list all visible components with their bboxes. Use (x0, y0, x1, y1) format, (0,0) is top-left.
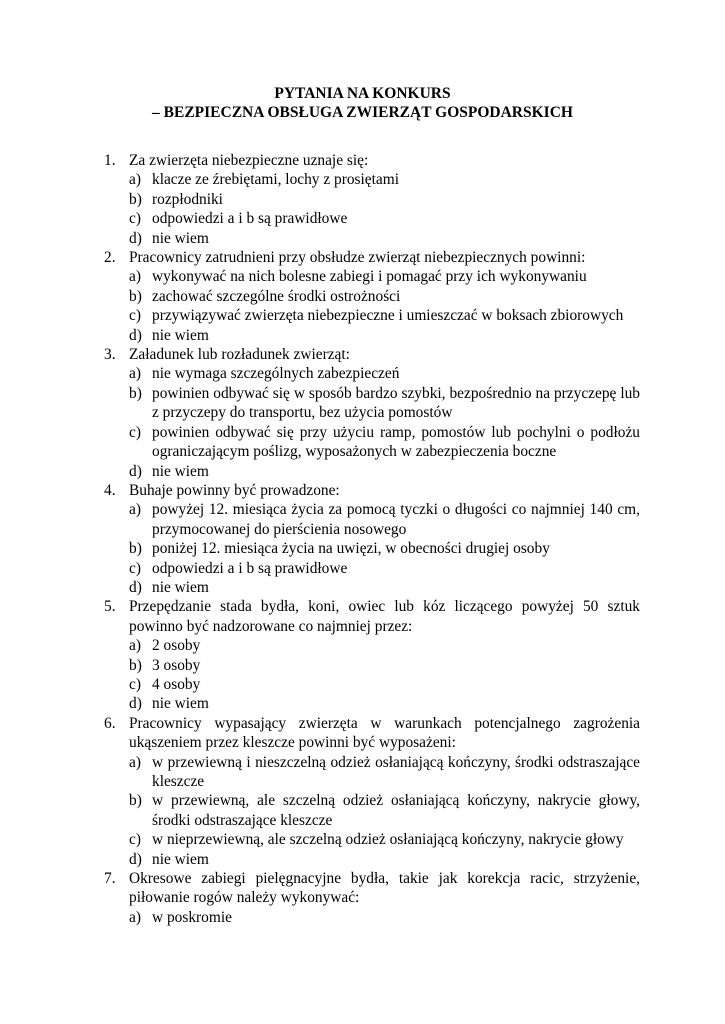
answer-option-text: nie wiem (152, 326, 209, 344)
answer-option-letter: a) (129, 908, 141, 926)
answer-option (0, 753, 725, 792)
answer-option-text: rozpłodniki (152, 190, 223, 208)
answer-option-letter: a) (129, 365, 141, 383)
answer-option (0, 462, 725, 481)
answer-option (0, 656, 725, 675)
answer-option-text: odpowiedzi a i b są prawidłowe (152, 210, 348, 228)
answer-option (0, 287, 725, 306)
answer-option (0, 791, 725, 830)
answer-option-text: powinien odbywać się przy użyciu ramp, pomostów lub pochylni o podłożu ograniczającym poślizg, wyposażonych w zabezpieczenia boczne (152, 423, 640, 461)
answer-option-text: poniżej 12. miesiąca życia na uwięzi, w obecności drugiej osoby (152, 540, 550, 558)
document-subtitle: – BEZPIECZNA OBSŁUGA ZWIERZĄT GOSPODARSKICH (152, 104, 573, 121)
answer-option (0, 384, 725, 423)
answer-option-text: w nieprzewiewną, ale szczelną odzież osłaniającą kończyny, nakrycie głowy (152, 831, 624, 849)
answer-option (0, 908, 725, 927)
answer-option-text: nie wiem (152, 462, 209, 480)
answer-option-text: nie wiem (152, 695, 209, 713)
answer-option (0, 694, 725, 713)
answer-option-letter: d) (129, 462, 142, 480)
answer-option (0, 364, 725, 383)
answer-option-letter: c) (129, 307, 141, 325)
answer-option-text: 4 osoby (152, 675, 201, 693)
question-text: Załadunek lub rozładunek zwierząt: (129, 346, 350, 364)
answer-option (0, 209, 725, 228)
answer-option-text: powyżej 12. miesiąca życia za pomocą tyczki o długości co najmniej 140 cm, przymocowanej do pierścienia nosowego (152, 501, 640, 538)
question-number: 3. (104, 346, 116, 364)
answer-option-letter: a) (129, 753, 141, 771)
answer-option-letter: d) (129, 326, 142, 344)
question-number: 7. (104, 870, 116, 888)
answer-option-letter: b) (129, 287, 142, 305)
question-text: Buhaje powinny być prowadzone: (129, 481, 340, 499)
answer-option-text: nie wiem (152, 850, 209, 868)
question-text: Pracownicy wypasający zwierzęta w warunkach potencjalnego zagrożenia ukąszeniem przez kleszcze powinni być wyposażeni: (129, 714, 640, 752)
answer-option-text: odpowiedzi a i b są prawidłowe (152, 559, 348, 577)
answer-option (0, 190, 725, 209)
answer-option (0, 539, 725, 558)
answer-option (0, 578, 725, 597)
answer-option-letter: b) (129, 792, 142, 810)
question-text: Przepędzanie stada bydła, koni, owiec lub kóz liczącego powyżej 50 sztuk powinno być nadzorowane co najmniej przez: (129, 598, 640, 635)
answer-option-text: powinien odbywać się w sposób bardzo szybki, bezpośrednio na przyczepę lub z przyczepy do transportu, bez użycia pomostów (152, 384, 640, 422)
answer-option-text: 3 osoby (152, 656, 201, 674)
answer-option-letter: a) (129, 171, 141, 189)
answer-option-letter: b) (129, 190, 142, 208)
answer-option-text: 2 osoby (152, 637, 201, 655)
answer-option-text: wykonywać na nich bolesne zabiegi i pomagać przy ich wykonywaniu (152, 268, 587, 286)
answer-option-text: przywiązywać zwierzęta niebezpieczne i umieszczać w boksach zbiorowych (152, 307, 624, 325)
answer-option (0, 423, 725, 462)
answer-option-text: zachować szczególne środki ostrożności (152, 287, 401, 305)
question-number: 4. (104, 481, 116, 499)
answer-option (0, 326, 725, 345)
answer-option-letter: c) (129, 423, 141, 441)
answer-option-letter: c) (129, 559, 141, 577)
answer-option-letter: b) (129, 540, 142, 558)
answer-option-letter: b) (129, 656, 142, 674)
answer-option-text: w przewiewną, ale szczelną odzież osłaniającą kończyny, nakrycie głowy, środki odstraszające kleszcze (152, 792, 640, 829)
question-list (0, 151, 725, 927)
question-number: 6. (104, 714, 116, 732)
question-item (0, 345, 725, 364)
answer-option (0, 830, 725, 849)
answer-option-text: klacze ze źrebiętami, lochy z prosiętami (152, 171, 399, 189)
question-item (0, 714, 725, 753)
answer-option-letter: c) (129, 210, 141, 228)
question-item (0, 151, 725, 170)
answer-option-text: w poskromie (152, 908, 232, 926)
answer-option-letter: d) (129, 695, 142, 713)
answer-option-text: w przewiewną i nieszczelną odzież osłaniającą kończyny, środki odstraszające kleszcze (152, 753, 640, 790)
question-number: 2. (104, 249, 116, 267)
question-number: 1. (104, 152, 116, 169)
document-title: PYTANIA NA KONKURS (274, 85, 451, 102)
answer-option (0, 267, 725, 286)
answer-option-text: nie wiem (152, 578, 209, 596)
answer-option (0, 675, 725, 694)
answer-option-letter: a) (129, 637, 141, 655)
answer-option-letter: d) (129, 578, 142, 596)
question-text: Okresowe zabiegi pielęgnacyjne bydła, takie jak korekcja racic, strzyżenie, piłowanie rogów należy wykonywać: (129, 870, 640, 907)
question-number: 5. (104, 598, 116, 616)
answer-option (0, 500, 725, 539)
answer-option-letter: d) (129, 850, 142, 868)
question-item (0, 597, 725, 636)
answer-option (0, 559, 725, 578)
answer-option-letter: c) (129, 831, 141, 849)
answer-option (0, 229, 725, 248)
answer-option-letter: b) (129, 384, 142, 402)
answer-option-letter: d) (129, 229, 142, 247)
answer-option-text: nie wymaga szczególnych zabezpieczeń (152, 365, 400, 383)
question-text: Pracownicy zatrudnieni przy obsłudze zwierząt niebezpiecznych powinni: (129, 249, 586, 267)
answer-option (0, 850, 725, 869)
answer-option-text: nie wiem (152, 229, 209, 247)
answer-option (0, 306, 725, 325)
question-text: Za zwierzęta niebezpieczne uznaje się: (129, 152, 369, 169)
question-item (0, 248, 725, 267)
question-item (0, 481, 725, 500)
answer-option-letter: c) (129, 675, 141, 693)
answer-option-letter: a) (129, 501, 141, 519)
answer-option-letter: a) (129, 268, 141, 286)
question-item (0, 869, 725, 908)
answer-option (0, 636, 725, 655)
answer-option (0, 170, 725, 189)
